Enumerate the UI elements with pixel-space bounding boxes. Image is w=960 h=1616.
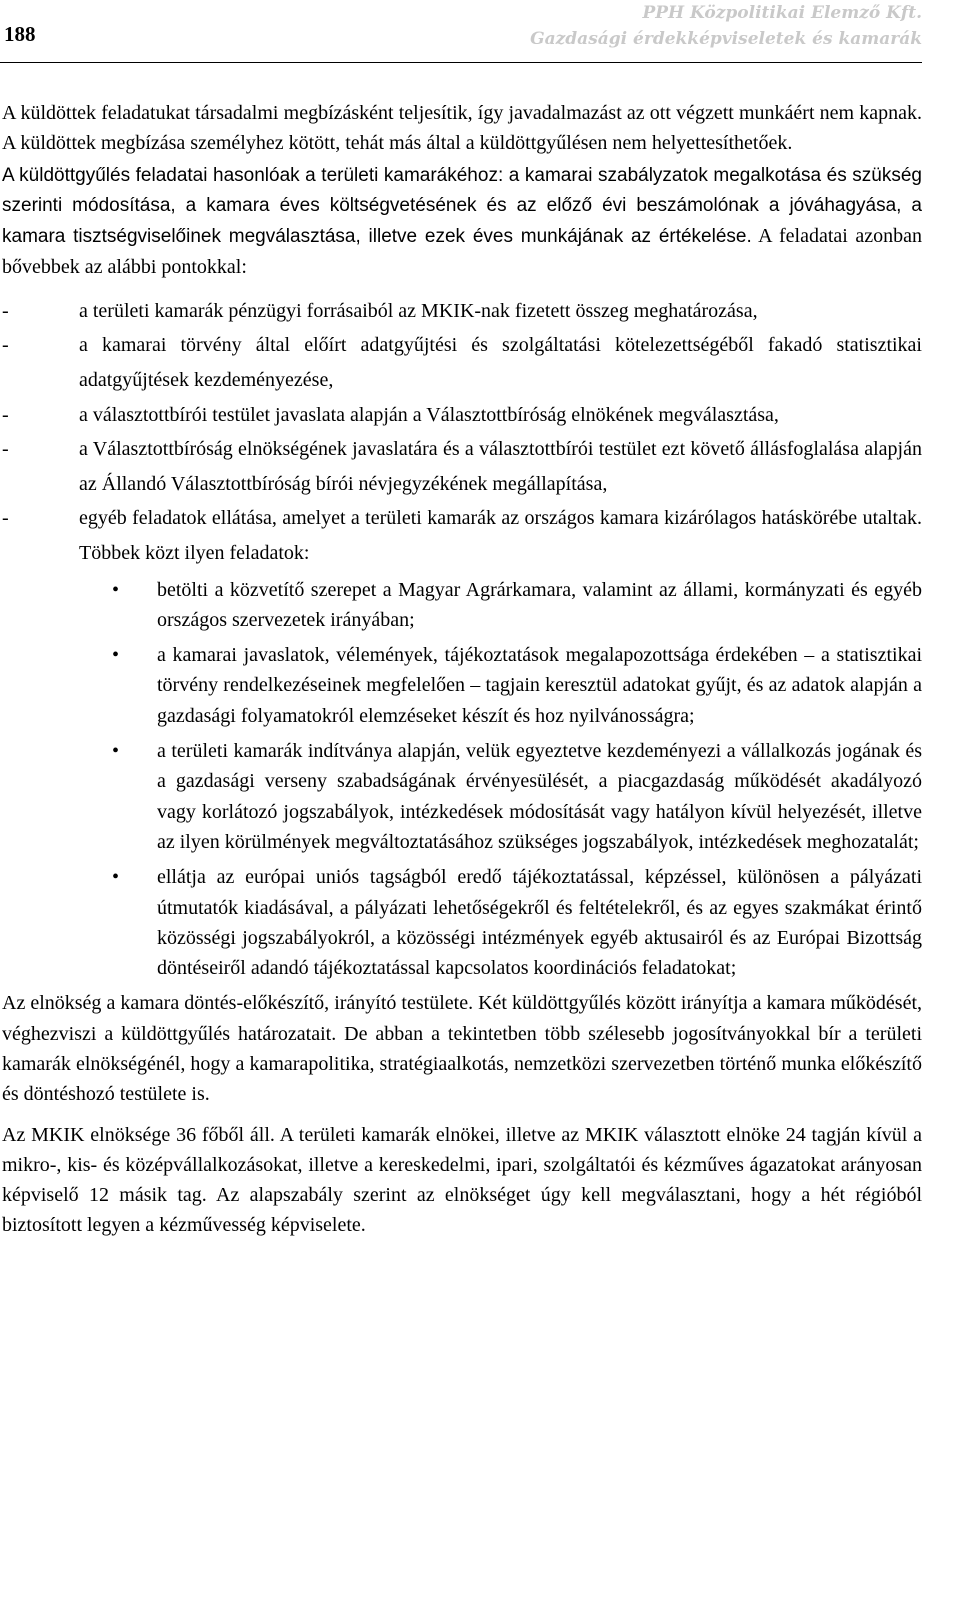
- paragraph-presidium-members: Az MKIK elnöksége 36 főből áll. A területi kamarák elnökei, illetve az MKIK választott elnöke 24 tagján kívül a mikro-, kis- és középvállalkozásokat, illetve a kereskedelmi, ipari, szolgáltatói és kézműves ágazatokat arányosan képviselő 12 másik tag. Az alapszabály szerint az elnökséget úgy kell megválasztani, hogy a hét régióból biztosított legyen a kézművesség képviselete.: [2, 1123, 922, 1237]
- list-item: [2, 736, 922, 857]
- assembly-duties-tail: A feladatai azonban bővebbek az alábbi pontokkal:: [2, 225, 922, 279]
- dash-marker: -: [2, 299, 9, 322]
- header-titles: [530, 0, 922, 52]
- list-item-text: a választottbírói testület javaslata alapján a Választottbíróság elnökének megválasztása,: [79, 403, 779, 426]
- list-item: [2, 501, 922, 570]
- header-rule: [0, 62, 922, 63]
- dash-marker: -: [2, 438, 9, 461]
- bullet-icon: •: [112, 644, 120, 667]
- dash-list: [2, 294, 922, 571]
- list-item-text: egyéb feladatok ellátása, amelyet a területi kamarák az országos kamara kizárólagos hatáskörébe utaltak. Többek közt ilyen feladatok:: [79, 507, 922, 564]
- list-item: [2, 398, 922, 433]
- list-item-text: ellátja az európai uniós tagságból eredő tájékoztatással, képzéssel, különösen a pályázati útmutatók kiadásával, a pályázati lehetőségekről és feltételekről, és az egyes szakmákat érintő közösségi jogszabályokról, a közösségi intézmények egyéb aktusairól és az Európai Bizottság döntéseiről adandó tájékoztatással kapcsolatos koordinációs feladatokat;: [157, 866, 922, 980]
- list-item: [2, 575, 922, 636]
- page-number: 188: [4, 22, 36, 46]
- list-item: [2, 640, 922, 731]
- bullet-icon: •: [112, 578, 120, 601]
- list-item-text: betölti a közvetítő szerepet a Magyar Agrárkamara, valamint az állami, kormányzati és egyéb országos szervezetek irányában;: [157, 578, 922, 631]
- list-item: [2, 294, 922, 329]
- page-header: [0, 0, 960, 80]
- list-item-text: a területi kamarák pénzügyi forrásaiból az MKIK-nak fizetett összeg meghatározása,: [79, 299, 758, 322]
- paragraph-delegates: A küldöttek feladatukat társadalmi megbízásként teljesítik, így javadalmazást az ott végzett munkáért nem kapnak. A küldöttek megbízása személyhez kötött, tehát más által a küldöttgyűlésen nem helyettesíthetőek.: [2, 102, 922, 155]
- list-item-text: a kamarai törvény által előírt adatgyűjtési és szolgáltatási kötelezettségéből fakadó statisztikai adatgyűjtések kezdeményezése,: [79, 334, 922, 391]
- dash-marker: -: [2, 403, 9, 426]
- dash-marker: -: [2, 334, 9, 357]
- bullet-icon: •: [112, 866, 120, 889]
- bullet-icon: •: [112, 740, 120, 763]
- dash-marker: -: [2, 507, 9, 530]
- assembly-duties-text: A küldöttgyűlés feladatai hasonlóak a területi kamarákéhoz: a kamarai szabályzatok megalkotása és szükség szerinti módosítása, a kamara éves költségvetésének és az előző évi beszámolónak a jóváhagyása, a kamara tisztségviselőinek megválasztása, illetve ezek éves munkájának az értékelése.: [2, 164, 922, 248]
- header-subtitle: Gazdasági érdekképviseletek és kamarák: [530, 29, 922, 49]
- header-org: PPH Közpolitikai Elemző Kft.: [642, 3, 922, 23]
- list-item: [2, 432, 922, 501]
- list-item: [2, 328, 922, 397]
- paragraph-assembly-duties: [2, 161, 922, 284]
- list-item: [2, 862, 922, 983]
- list-item-text: a kamarai javaslatok, vélemények, tájékoztatások megalapozottsága érdekében – a statisztikai törvény rendelkezéseinek megfelelően – tagjain keresztül adatokat gyűjt, és az adatok alapján a gazdasági folyamatokról elemzéseket készít és hoz nyilvánosságra;: [157, 644, 922, 727]
- bullet-list: [2, 575, 922, 984]
- paragraph-presidium: Az elnökség a kamara döntés-előkészítő, irányító testülete. Két küldöttgyűlés között irányítja a kamara működését, véghezviszi a küldöttgyűlés határozatait. De abban a tekintetben több szélesebb jogosítványokkal bír a területi kamarák elnökségénél, hogy a kamarapolitika, stratégiaalkotás, nemzetközi szervezetben történő munka előkészítő és döntéshozó testülete is.: [2, 992, 922, 1106]
- page-body: [2, 98, 922, 1241]
- list-item-text: a Választottbíróság elnökségének javaslatára és a választottbírói testület ezt követő állásfoglalása alapján az Állandó Választottbíróság bírói névjegyzékének megállapítása,: [79, 438, 922, 495]
- list-item-text: a területi kamarák indítványa alapján, velük egyeztetve kezdeményezi a vállalkozás jogának és a gazdasági verseny szabadságának érvényesülését, a piacgazdaság működését akadályozó vagy korlátozó jogszabályok, intézkedések módosítását vagy hatályon kívül helyezését, illetve az ilyen körülmények megváltoztatásához szükséges jogszabályok, intézkedések meghozatalát;: [157, 740, 922, 853]
